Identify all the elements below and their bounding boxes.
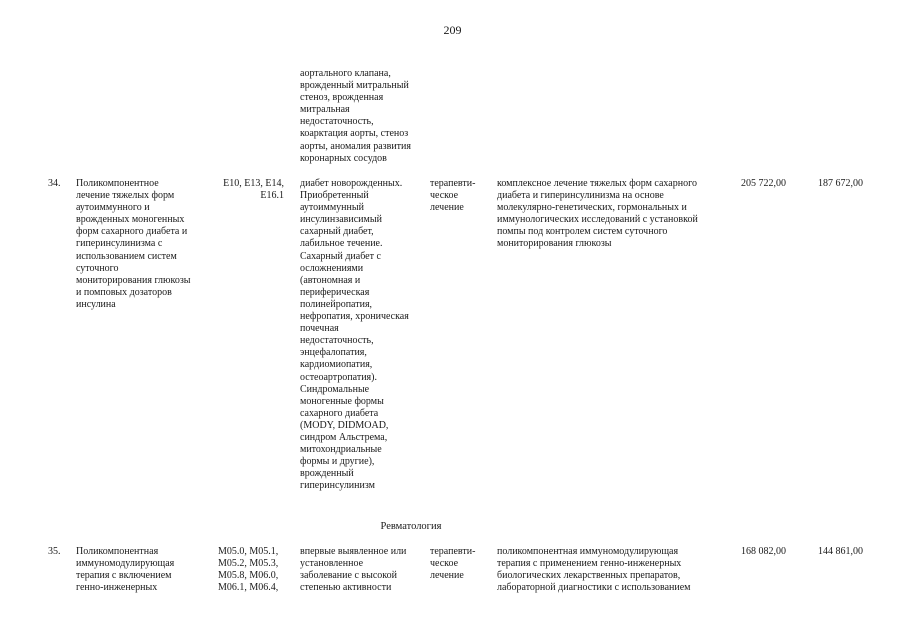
row-codes: M05.0, M05.1, M05.2, M05.3, M05.8, M06.0, M06.1, M06.4,: [218, 546, 279, 594]
row-cost-1: 205 722,00: [741, 178, 786, 189]
row-cost-2: 144 861,00: [818, 546, 863, 557]
row-name: Поликомпонентная иммуномодулирующая терапия с включением генно-инженерных: [76, 546, 175, 594]
continuation-text: аортального клапана, врожденный митральный стеноз, врожденная митральная недостаточность, коарктация аорты, стеноз аорты, аномалия развития коронарных сосудов: [300, 68, 412, 164]
row-type: терапевти- ческое лечение: [430, 178, 476, 214]
row-model: впервые выявленное или установленное заболевание с высокой степенью активности: [300, 546, 407, 594]
page-number: 209: [443, 23, 462, 37]
row-method: поликомпонентная иммуномодулирующая терапия с применением генно-инженерных биологических лекарственных препаратов, лабораторной диагностики с использованием: [497, 546, 691, 594]
section-title: Ревматология: [380, 521, 442, 532]
row-model: диабет новорожденных. Приобретенный аутоиммунный инсулинзависимый сахарный диабет, лабильное течение. Сахарный диабет с осложнениями (автономная и периферическая полинейропатия, нефропатия, хроническая почечная недостаточность, энцефалопатия, кардиомиопатия, остеоартропатия). Синдромальные моногенные формы сахарного диабета (MODY, DIDMOAD, синдром Альстрема, митохондриальные формы и другие), врожденный гиперинсулинизм: [300, 178, 409, 492]
row-method: комплексное лечение тяжелых форм сахарного диабета и гиперинсулинизма на основе молекулярно-генетических, гормональных и иммунологических исследований с установкой помпы под контролем систем суточного мониторирования глюкозы: [497, 178, 698, 250]
row-cost-2: 187 672,00: [818, 178, 863, 189]
row-number: 34.: [48, 178, 61, 189]
row-name: Поликомпонентное лечение тяжелых форм аутоиммунного и врожденных моногенных форм сахарного диабета и гиперинсулинизма с использованием систем суточного мониторирования глюкозы и помповых дозаторов инсулина: [76, 178, 191, 310]
row-codes: E10, E13, E14, E16.1: [223, 178, 284, 202]
row-type: терапевти- ческое лечение: [430, 546, 476, 582]
row-cost-1: 168 082,00: [741, 546, 786, 557]
row-number: 35.: [48, 546, 61, 557]
